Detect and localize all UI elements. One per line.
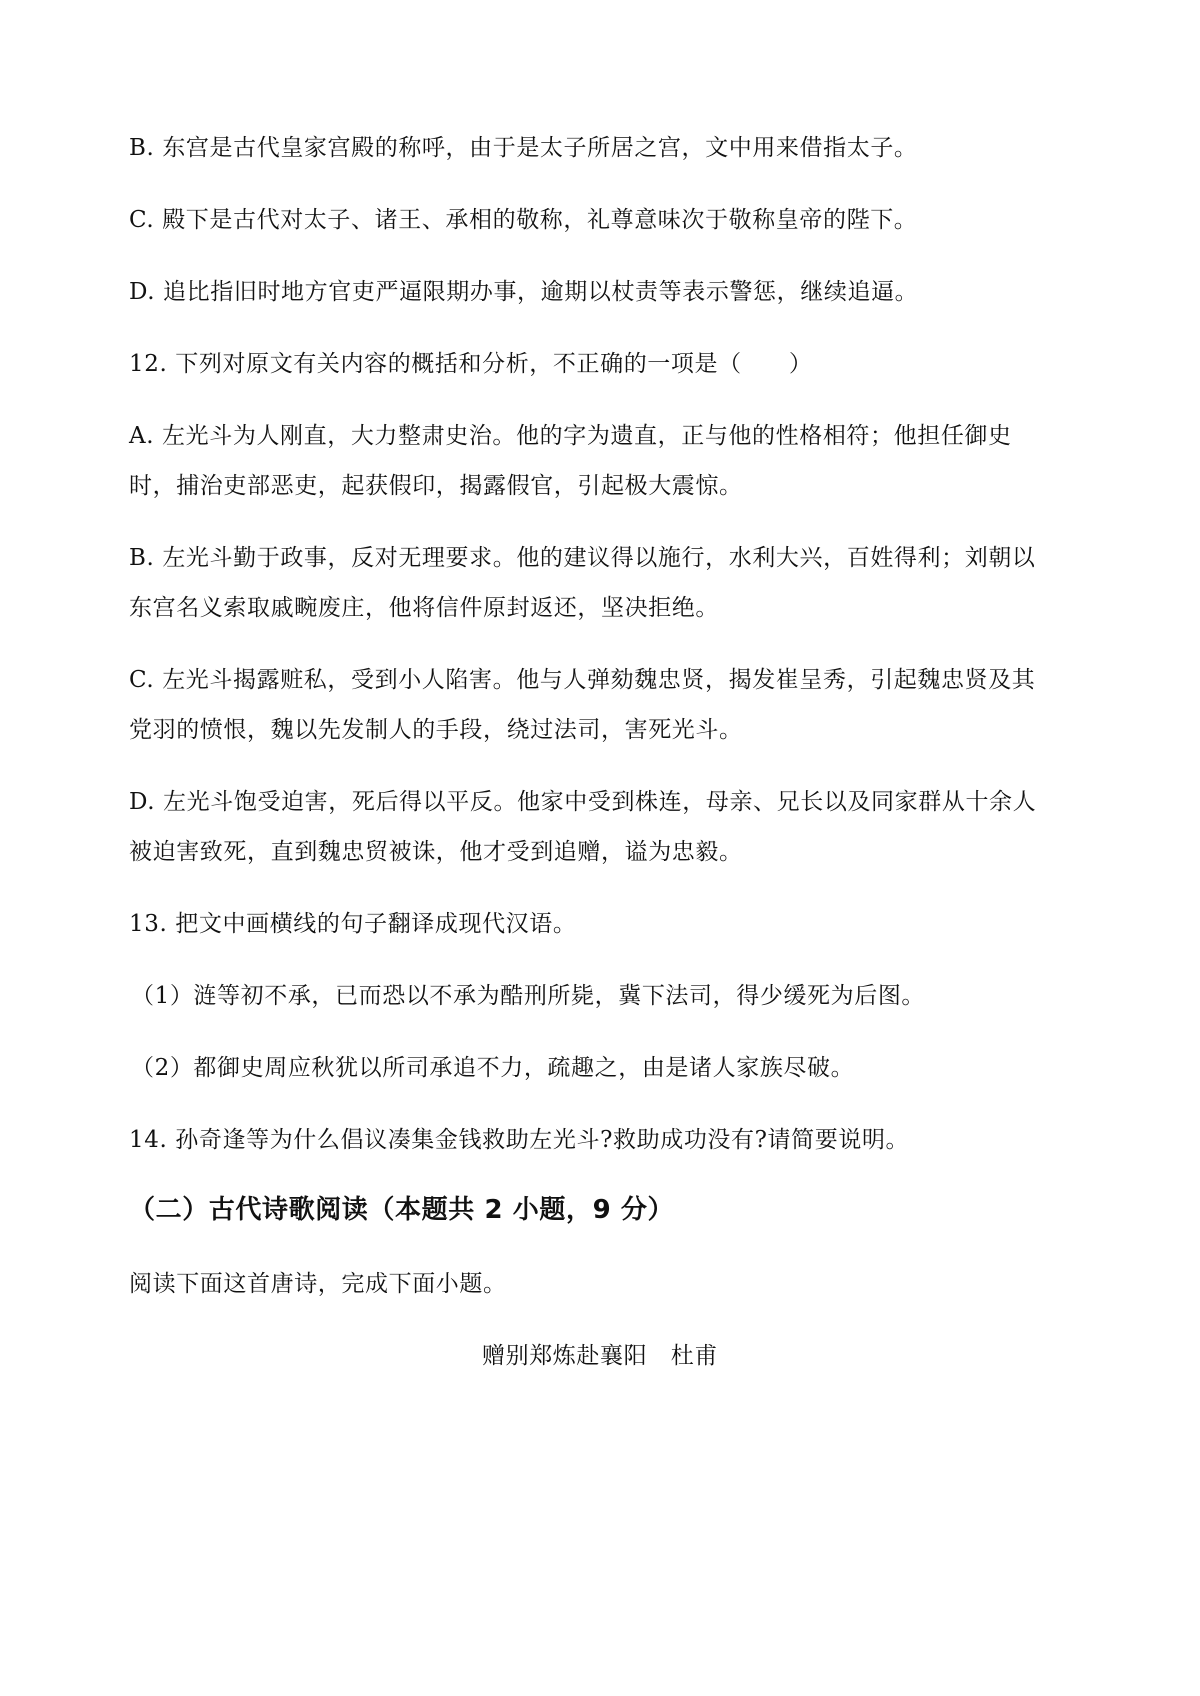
- question-13-item-1: （1）涟等初不承，已而恐以不承为酷刑所毙，冀下法司，得少缓死为后图。: [131, 983, 926, 1009]
- question-13-item-2: （2）都御史周应秋犹以所司承追不力，疏趣之，由是诸人家族尽破。: [131, 1055, 855, 1081]
- option-b-east-palace: B. 东宫是古代皇家宫殿的称呼，由于是太子所居之宫，文中用来借指太子。: [129, 135, 918, 161]
- section-heading-poetry: （二）古代诗歌阅读（本题共 2 小题，9 分）: [129, 1195, 675, 1225]
- question-12-option-b-line2: 东宫名义索取戚畹废庄，他将信件原封返还，坚决拒绝。: [129, 595, 719, 621]
- question-14-stem: 14. 孙奇逢等为什么倡议凑集金钱救助左光斗?救助成功没有?请简要说明。: [129, 1127, 910, 1153]
- question-12-stem: 12. 下列对原文有关内容的概括和分析，不正确的一项是（ ）: [129, 351, 813, 377]
- poetry-instruction: 阅读下面这首唐诗，完成下面小题。: [129, 1271, 507, 1297]
- option-d-zhuibi: D. 追比指旧时地方官吏严逼限期办事，逾期以杖责等表示警惩，继续追逼。: [129, 279, 919, 305]
- poem-title: 赠别郑炼赴襄阳 杜甫: [482, 1343, 718, 1369]
- question-12-option-c-line2: 党羽的愤恨，魏以先发制人的手段，绕过法司，害死光斗。: [129, 717, 743, 743]
- question-12-option-d-line2: 被迫害致死，直到魏忠贸被诛，他才受到追赠，谥为忠毅。: [129, 839, 743, 865]
- question-12-option-a-line1: A. 左光斗为人刚直，大力整肃史治。他的字为遗直，正与他的性格相符；他担任御史: [129, 423, 1012, 449]
- question-13-stem: 13. 把文中画横线的句子翻译成现代汉语。: [129, 911, 577, 937]
- question-12-option-a-line2: 时，捕治吏部恶吏，起获假印，揭露假官，引起极大震惊。: [129, 473, 743, 499]
- question-12-option-c-line1: C. 左光斗揭露赃私，受到小人陷害。他与人弹劾魏忠贤，揭发崔呈秀，引起魏忠贤及其: [129, 667, 1036, 693]
- question-12-option-b-line1: B. 左光斗勤于政事，反对无理要求。他的建议得以施行，水利大兴，百姓得利；刘朝以: [129, 545, 1036, 571]
- option-c-your-highness: C. 殿下是古代对太子、诸王、承相的敬称，礼尊意味次于敬称皇帝的陛下。: [129, 207, 918, 233]
- question-12-option-d-line1: D. 左光斗饱受迫害，死后得以平反。他家中受到株连，母亲、兄长以及同家群从十余人: [129, 789, 1037, 815]
